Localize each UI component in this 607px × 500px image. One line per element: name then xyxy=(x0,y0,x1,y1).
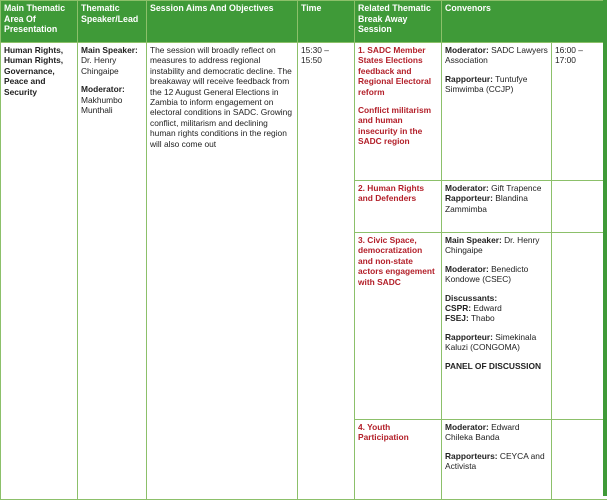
session-3-convenors xyxy=(442,233,552,420)
time-text: 15:30 – 15:50 xyxy=(301,45,329,65)
speaker-cell xyxy=(78,43,147,500)
session-1-convenors xyxy=(442,43,552,181)
session-2-title: 2. Human Rights and Defenders xyxy=(358,183,424,203)
header-speaker: Thematic Speaker/Lead xyxy=(78,1,147,43)
moderator-name: Makhumbo Munthali xyxy=(81,95,143,116)
main-area-text: Human Rights, Human Rights, Governance, Peace and Security xyxy=(4,45,63,97)
session-2-moderator-label: Moderator: xyxy=(445,183,489,193)
moderator-label: Moderator: xyxy=(81,84,143,94)
session-3-moderator: Benedicto Kondowe (CSEC) xyxy=(445,264,528,284)
session-4-moderator: Edward Chileka Banda xyxy=(445,422,519,442)
session-3-rapporteur-label: Rapporteur: xyxy=(445,332,493,342)
session-2-moderator: Gift Trapence xyxy=(491,183,541,193)
session-4-title: 4. Youth Participation xyxy=(358,422,409,442)
session-3-rapporteur: Simekinala Kaluzi (CONGOMA) xyxy=(445,332,536,352)
header-aims: Session Aims And Objectives xyxy=(147,1,298,43)
session-1-time: 16:00 – 17:00 xyxy=(555,45,583,65)
session-4-moderator-label: Moderator: xyxy=(445,422,489,432)
session-2-rapporteur: Blandina Zammimba xyxy=(445,193,528,213)
session-3-title: 3. Civic Space, democratization and non-state actors engagement with SADC xyxy=(358,235,435,287)
aims-text: The session will broadly reflect on measures to address regional instability and democratic decline. The breakaway will receive feedback from the 12 August General Elections in Zambia to inform engagement on electoral conditions in SADC. Growing conflict, militarism and declining human rights conditions in the region will also come out xyxy=(150,45,292,149)
empty-time-cell xyxy=(552,420,607,500)
main-speaker-label: Main Speaker: xyxy=(81,45,138,55)
time-cell xyxy=(298,43,355,500)
header-row xyxy=(1,1,607,43)
session-3-cell xyxy=(355,233,442,420)
session-3-main-speaker: Dr. Henry Chingaipe xyxy=(445,235,540,255)
session-3-discussant1: Edward xyxy=(473,303,501,313)
session-3-moderator-label: Moderator: xyxy=(445,264,489,274)
main-area-cell xyxy=(1,43,78,500)
session-2-cell xyxy=(355,181,442,233)
header-main-area: Main Thematic Area Of Presentation xyxy=(1,1,78,43)
session-1-time-cell xyxy=(552,43,607,181)
header-breakaway: Related Thematic Break Away Session xyxy=(355,1,442,43)
session-4-convenors xyxy=(442,420,552,500)
session-3-discussants-label: Discussants: xyxy=(445,293,548,303)
session-3-main-speaker-label: Main Speaker: xyxy=(445,235,502,245)
green-edge-strip xyxy=(603,0,607,496)
session-1-rapporteur-label: Rapporteur: xyxy=(445,74,493,84)
session-2-rapporteur-label: Rapporteur: xyxy=(445,193,493,203)
session-3-discussant1-label: CSPR: xyxy=(445,303,471,313)
session-3-panel: PANEL OF DISCUSSION xyxy=(445,361,548,371)
table-row xyxy=(1,43,607,181)
header-time: Time xyxy=(298,1,355,43)
header-convenors: Convenors xyxy=(442,1,607,43)
session-2-convenors xyxy=(442,181,552,233)
session-3-discussant2: Thabo xyxy=(471,313,495,323)
session-4-rapporteur: CEYCA and Activista xyxy=(445,451,545,471)
session-1-moderator-label: Moderator: xyxy=(445,45,489,55)
session-1-title: 1. SADC Member States Elections feedback and Regional Electoral reform xyxy=(358,45,438,97)
session-1-moderator: SADC Lawyers Association xyxy=(445,45,548,65)
session-3-discussant2-label: FSEJ: xyxy=(445,313,469,323)
aims-cell xyxy=(147,43,298,500)
session-4-cell xyxy=(355,420,442,500)
session-1-cell xyxy=(355,43,442,181)
session-4-rapporteur-label: Rapporteurs: xyxy=(445,451,498,461)
empty-time-cell xyxy=(552,181,607,233)
main-speaker-name: Dr. Henry Chingaipe xyxy=(81,55,143,76)
session-1-rapporteur: Tuntufye Simwimba (CCJP) xyxy=(445,74,527,94)
session-1-subtitle: Conflict militarism and human insecurity in the SADC region xyxy=(358,105,438,147)
empty-time-cell xyxy=(552,233,607,420)
